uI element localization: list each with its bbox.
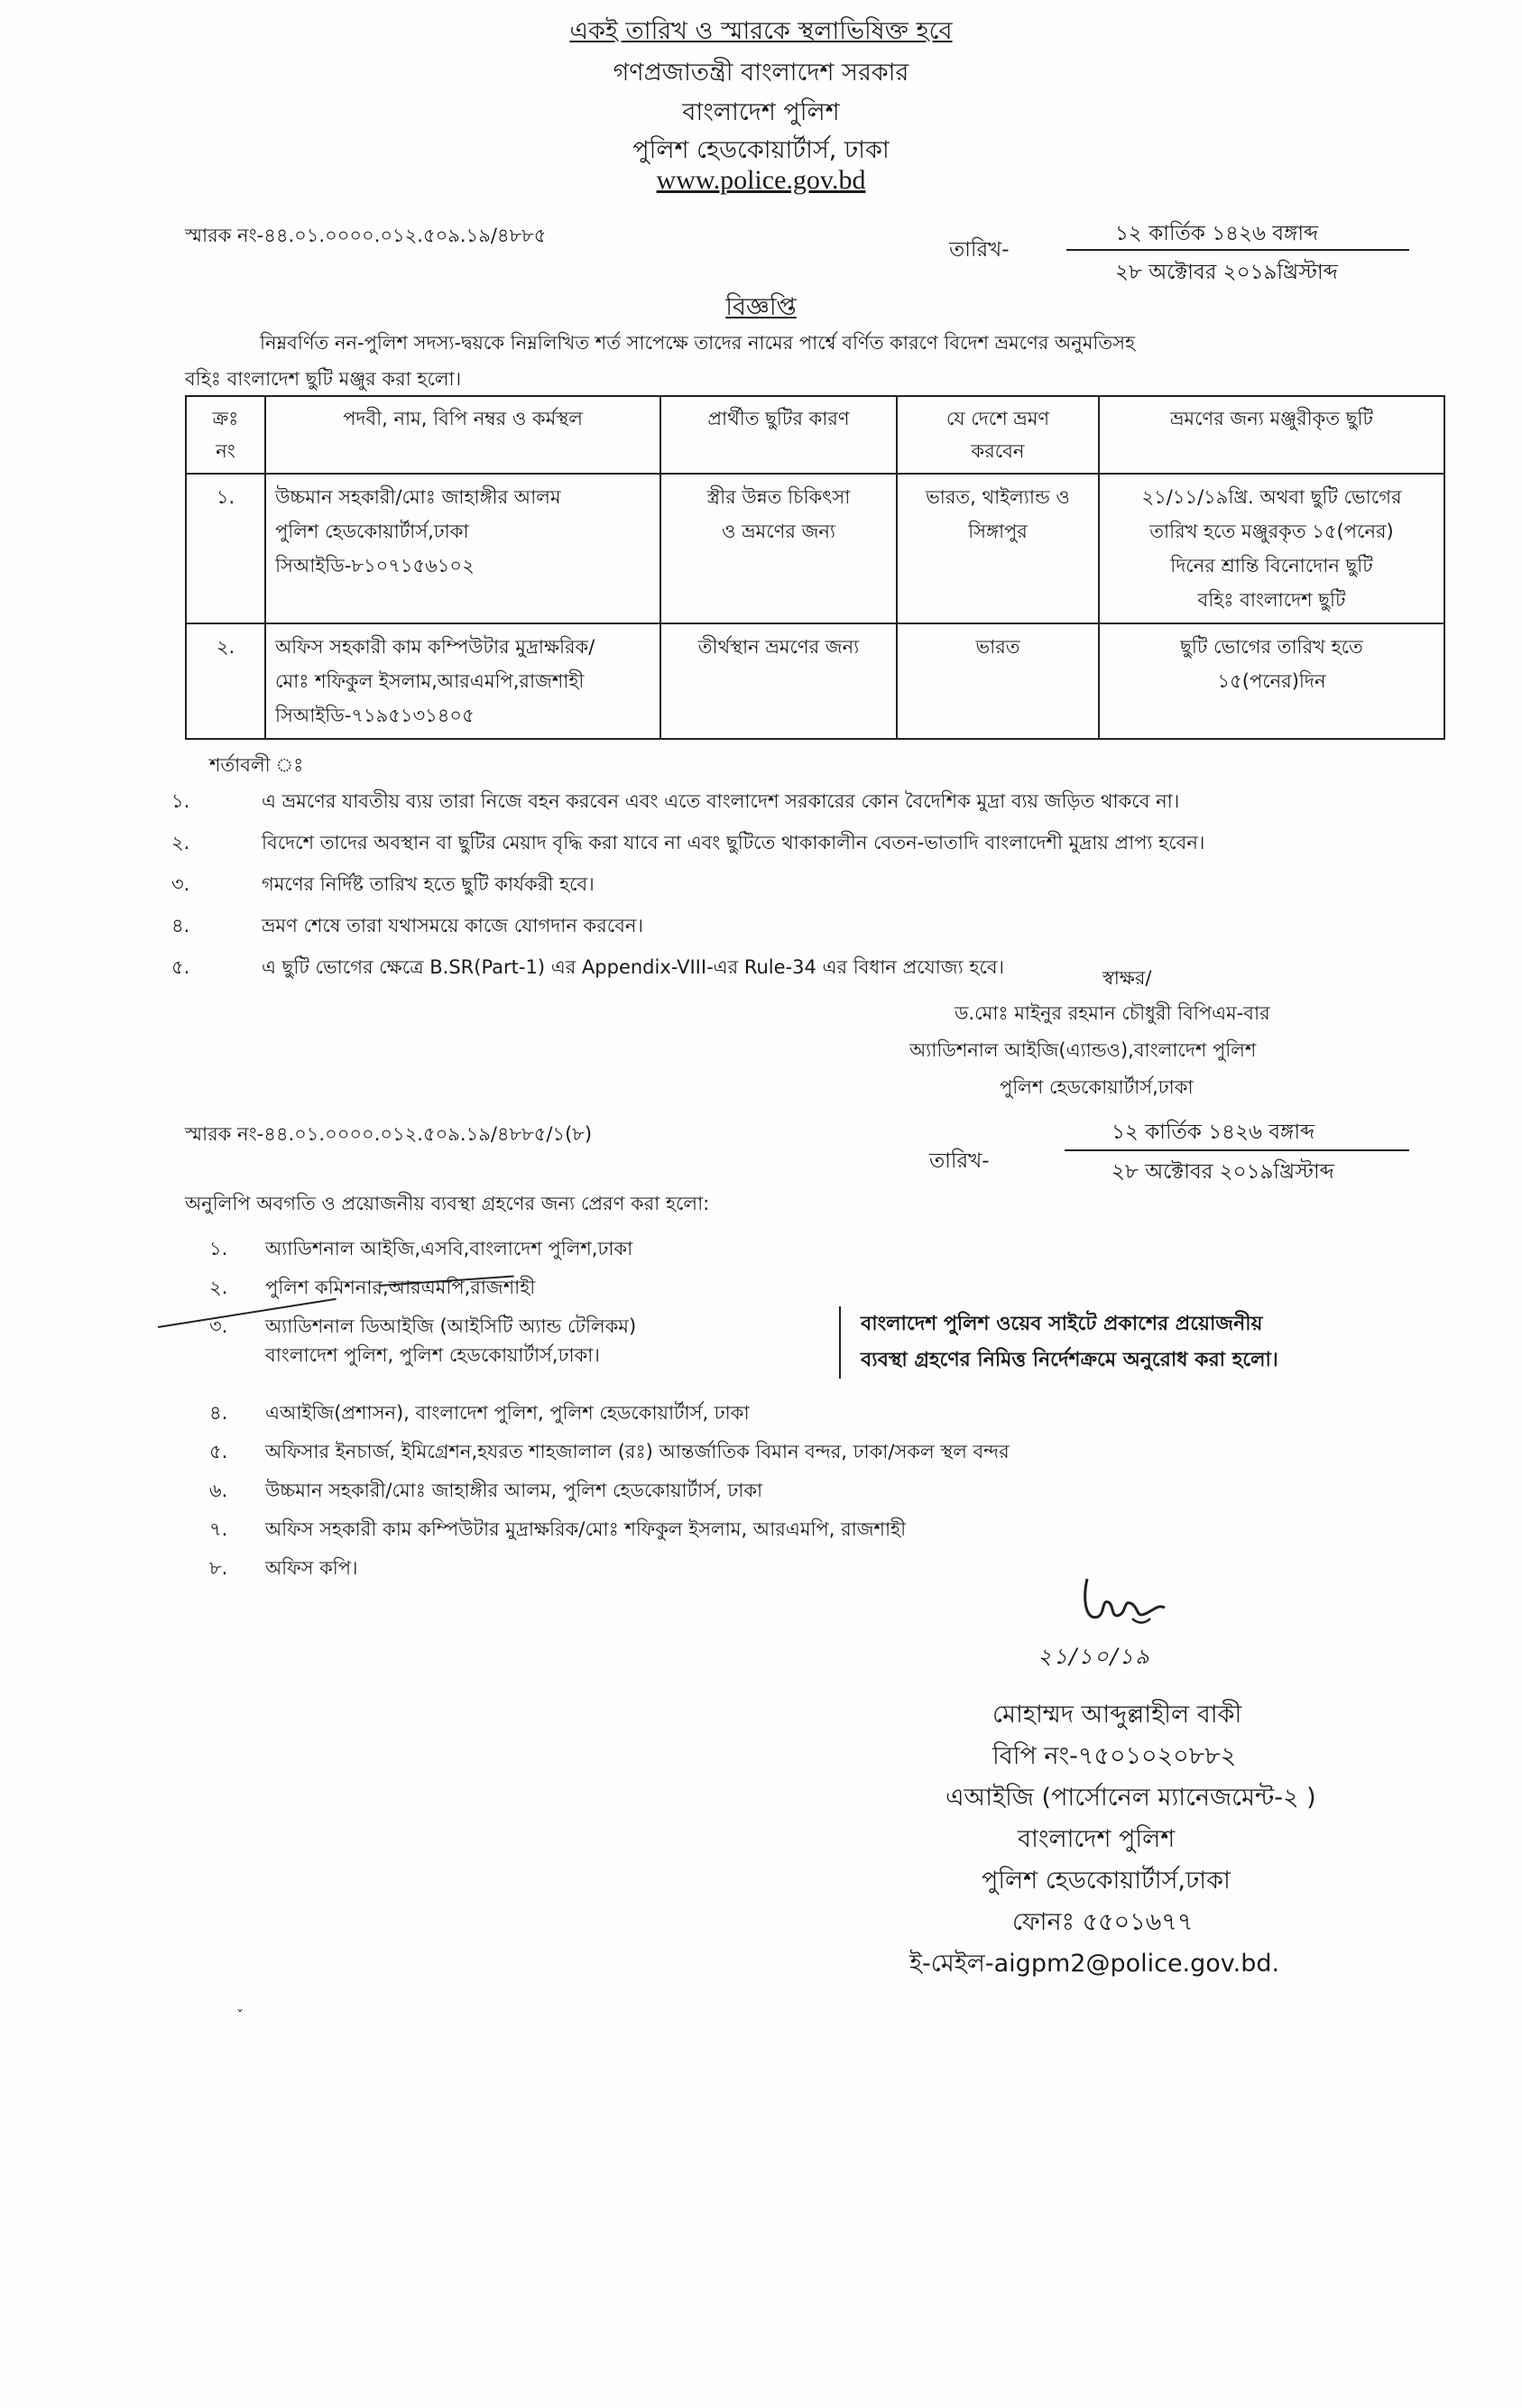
signatory1-office: পুলিশ হেডকোয়ার্টার্স,ঢাকা [1000, 1076, 1194, 1098]
distribution-list-bottom [209, 1395, 1010, 1589]
signatory2-org: বাংলাদেশ পুলিশ [1018, 1825, 1176, 1853]
distribution-list-top [209, 1231, 636, 1347]
cell-leave: ছুটি ভোগের তারিখ হতে ১৫(পনের)দিন [1099, 623, 1444, 739]
conditions-title: শর্তাবলী ঃ [209, 754, 304, 776]
memo2-date-label: তারিখ- [929, 1149, 990, 1173]
condition-item: ৪. ভ্রমণ শেষে তারা যথাসময়ে কাজে যোগদান করবেন। [171, 915, 643, 936]
condition-item: ২. বিদেশে তাদের অবস্থান বা ছুটির মেয়াদ বৃদ্ধি করা যাবে না এবং ছুটিতে থাকাকালীন বেতন-ভাতাদি বাংলাদেশী মুদ্রায় প্রাপ্য হবেন। [171, 832, 1205, 853]
signatory2-office: পুলিশ হেডকোয়ার্টার্স,ঢাকা [982, 1867, 1231, 1895]
cell-serial: ১. [186, 474, 265, 623]
cell-reason: স্ত্রীর উন্নত চিকিৎসা ও ভ্রমণের জন্য [660, 474, 897, 623]
cell-name: উচ্চমান সহকারী/মোঃ জাহাঙ্গীর আলম পুলিশ হেডকোয়ার্টার্স,ঢাকা সিআইডি-৮১০৭১৫৬১০২ [265, 474, 660, 623]
distribution-item: ৮. অফিস কপি। [209, 1557, 358, 1579]
date-bangla: ১২ কার্তিক ১৪২৬ বঙ্গাব্দ [1115, 222, 1319, 245]
col-header-leave: ভ্রমণের জন্য মঞ্জুরীকৃত ছুটি [1099, 396, 1444, 474]
memo2-date-bangla: ১২ কার্তিক ১৪২৬ বঙ্গাব্দ [1112, 1121, 1315, 1144]
distribution-item: ১. অ্যাডিশনাল আইজি,এসবি,বাংলাদেশ পুলিশ,ঢাকা [209, 1238, 633, 1259]
cell-reason: তীর্থস্থান ভ্রমণের জন্য [660, 623, 897, 739]
signatory2-phone: ফোনঃ ৫৫০১৬৭৭ [1012, 1908, 1194, 1936]
cell-leave: ২১/১১/১৯খ্রি. অথবা ছুটি ভোগের তারিখ হতে মঞ্জুরকৃত ১৫(পনের) দিনের শ্রান্তি বিনোদোন ছুটি বহিঃ বাংলাদেশ ছুটি [1099, 474, 1444, 623]
condition-item: ৩. গমণের নির্দিষ্ট তারিখ হতে ছুটি কার্যকরী হবে। [171, 873, 595, 895]
distribution-item: ৭. অফিস সহকারী কাম কম্পিউটার মুদ্রাক্ষরিক/মোঃ শফিকুল ইসলাম, আরএমপি, রাজশাহী [209, 1518, 907, 1540]
col-header-name: পদবী, নাম, বিপি নম্বর ও কর্মস্থল [265, 396, 660, 474]
cell-country: ভারত [897, 623, 1099, 739]
date-divider [1066, 249, 1409, 251]
notice-paragraph-line2: বহিঃ বাংলাদেশ ছুটি মঞ্জুর করা হলো। [185, 368, 462, 390]
signed-label: স্বাক্ষর/ [1102, 967, 1152, 989]
condition-item: ১. এ ভ্রমণের যাবতীয় ব্যয় তারা নিজে বহন করবেন এবং এতে বাংলাদেশ সরকারের কোন বৈদেশিক মুদ্রা ব্যয় জড়িত থাকবে না। [171, 790, 1180, 812]
date-english: ২৮ অক্টোবর ২০১৯খ্রিস্টাব্দ [1115, 261, 1338, 284]
notice-paragraph-line1: নিম্নবর্ণিত নন-পুলিশ সদস্য-দ্বয়কে নিম্নলিখিত শর্ত সাপেক্ষে তাদের নামের পার্শ্বে বর্ণিত কারণে বিদেশ ভ্রমণের অনুমতিসহ [260, 332, 1136, 354]
conditions-list [171, 783, 1204, 991]
notice-title: বিজ্ঞপ্তি [725, 293, 797, 321]
signatory1-title: অ্যাডিশনাল আইজি(এ্যান্ডও),বাংলাদেশ পুলিশ [909, 1039, 1257, 1061]
signatory2-name: মোহাম্মদ আব্দুল্লাহীল বাকী [992, 1701, 1242, 1729]
distribution-intro: অনুলিপি অবগতি ও প্রয়োজনীয় ব্যবস্থা গ্রহণের জন্য প্রেরণ করা হলো: [185, 1193, 710, 1214]
distribution-item: ৬. উচ্চমান সহকারী/মোঃ জাহাঙ্গীর আলম, পুলিশ হেডকোয়ার্টার্স, ঢাকা [209, 1480, 763, 1501]
signatory1-name: ড.মোঃ মাইনুর রহমান চৌধুরী বিপিএম-বার [955, 1002, 1270, 1024]
web-publish-note [839, 1306, 1393, 1379]
memo-ref-number: স্মারক নং-৪৪.০১.০০০০.০১২.৫০৯.১৯/৪৮৮৫ [185, 225, 547, 246]
memo2-date-english: ২৮ অক্টোবর ২০১৯খ্রিস্টাব্দ [1112, 1160, 1334, 1184]
col-header-serial: ক্রঃ নং [186, 396, 265, 474]
header-police: বাংলাদেশ পুলিশ [682, 98, 840, 126]
signatory2-title: এআইজি (পার্সোনেল ম্যানেজমেন্ট-২ ) [945, 1784, 1316, 1812]
web-publish-note-line2: ব্যবস্থা গ্রহণের নিমিত্ত নির্দেশক্রমে অনুরোধ করা হলো। [861, 1349, 1278, 1371]
web-publish-note-line1: বাংলাদেশ পুলিশ ওয়েব সাইটে প্রকাশের প্রয়োজনীয় [861, 1313, 1263, 1335]
distribution-item: ৫. অফিসার ইনচার্জ, ইমিগ্রেশন,হযরত শাহজালাল (রঃ) আন্তর্জাতিক বিমান বন্দর, ঢাকা/সকল স্থল বন্দর [209, 1441, 1010, 1462]
header-government: গণপ্রজাতন্ত্রী বাংলাদেশ সরকার [613, 59, 909, 87]
col-header-country: যে দেশে ভ্রমণ করবেন [897, 396, 1099, 474]
distribution-item: ২. পুলিশ কমিশনার,আরএমপি,রাজশাহী [209, 1277, 536, 1298]
distribution-item: ৩. অ্যাডিশনাল ডিআইজি (আইসিটি অ্যান্ড টেলিকম) [209, 1315, 637, 1337]
signatory2-email[interactable]: ই-মেইল-aigpm2@police.gov.bd. [909, 1950, 1280, 1978]
signatory2-bp-number: বিপি নং-৭৫০১০২০৮৮২ [992, 1742, 1237, 1770]
cell-name: অফিস সহকারী কাম কম্পিউটার মুদ্রাক্ষরিক/ মোঃ শফিকুল ইসলাম,আরএমপি,রাজশাহী সিআইডি-৭১৯৫১৩১৪০৫ [265, 623, 660, 739]
cell-serial: ২. [186, 623, 265, 739]
distribution-item3-line2: বাংলাদেশ পুলিশ, পুলিশ হেডকোয়ার্টার্স,ঢাকা। [265, 1344, 600, 1366]
table-row [186, 474, 1444, 623]
header-headquarters: পুলিশ হেডকোয়ার্টার্স, ঢাকা [632, 136, 890, 164]
col-header-reason: প্রার্থীত ছুটির কারণ [660, 396, 897, 474]
condition-item: ৫. এ ছুটি ভোগের ক্ষেত্রে B.SR(Part-1) এর Appendix-VIII-এর Rule-34 এর বিধান প্রযোজ্য হবে। [171, 956, 1005, 978]
table-header-row [186, 396, 1444, 474]
handwritten-signature [1078, 1572, 1177, 1635]
cell-country: ভারত, থাইল্যান্ড ও সিঙ্গাপুর [897, 474, 1099, 623]
website-link[interactable]: www.police.gov.bd [656, 165, 866, 195]
leave-table [185, 395, 1445, 740]
table-row [186, 623, 1444, 739]
memo2-ref-number: স্মারক নং-৪৪.০১.০০০০.০১২.৫০৯.১৯/৪৮৮৫/১(৮) [185, 1123, 593, 1145]
date-label: তারিখ- [949, 238, 1010, 262]
handwritten-date: ২১/১০/১৯ [1038, 1644, 1151, 1669]
memo2-date-divider [1065, 1149, 1409, 1151]
stray-mark-icon: ˇ [236, 2007, 244, 2025]
distribution-item: ৪. এআইজি(প্রশাসন), বাংলাদেশ পুলিশ, পুলিশ হেডকোয়ার্টার্স, ঢাকা [209, 1402, 750, 1424]
top-note: একই তারিখ ও স্মারকে স্থলাভিষিক্ত হবে [569, 17, 953, 45]
